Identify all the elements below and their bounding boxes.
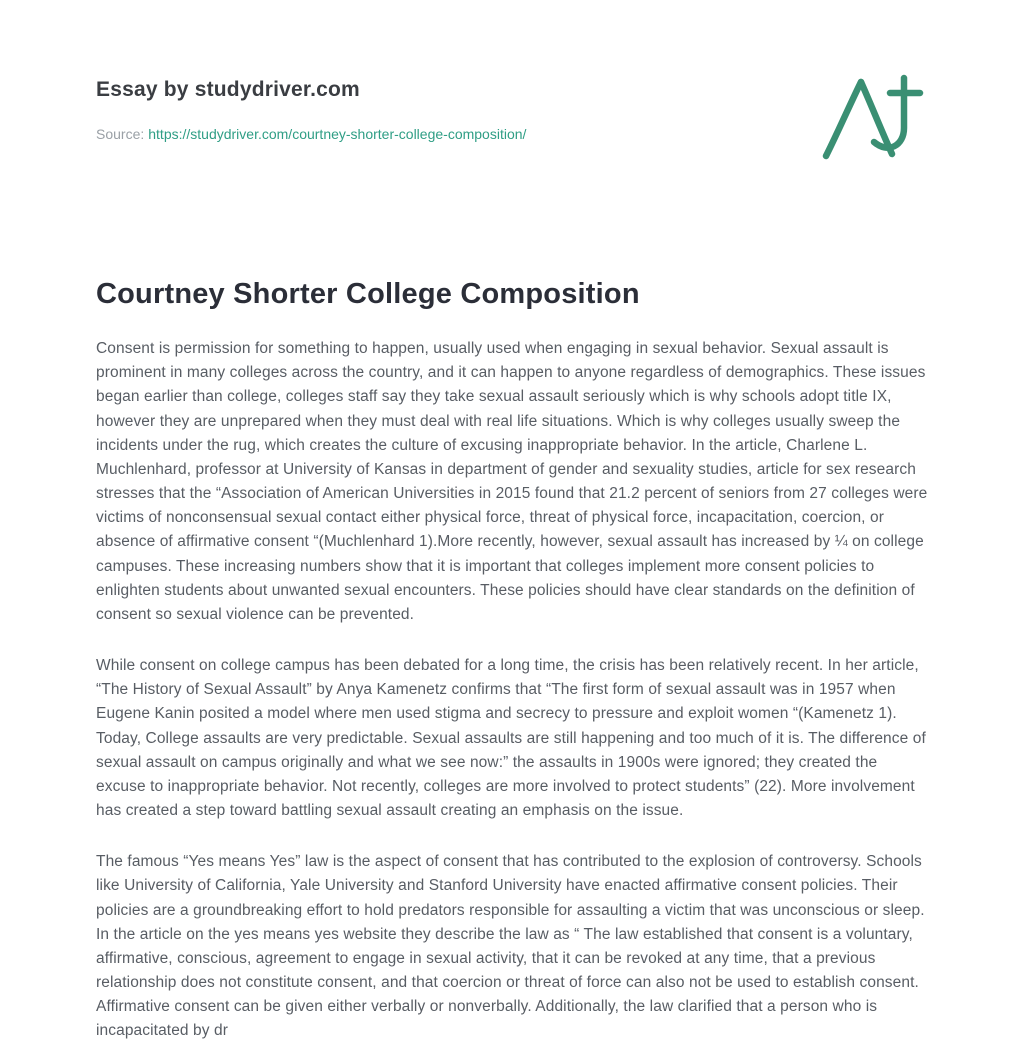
source-line (96, 126, 526, 142)
essay-content (96, 278, 928, 1044)
essay-body (96, 337, 928, 1044)
essay-paragraph-2: While consent on college campus has been debated for a long time, the crisis has been relatively recent. In her article, “The History of Sexual Assault” by Anya Kamenetz confirms that “The first form of sexual assault was in 1957 when Eugene Kanin posited a model where men used stigma and secrecy to pressure and exploit women “(Kamenetz 1). Today, College assaults are very predictable. Sexual assaults are still happening and too much of it is. The difference of sexual assault on campus originally and what we see now:” the assaults in 1900s were ignored; they created the excuse to inappropriate behavior. Not recently, colleges are more involved to protect students” (22). More involvement has created a step toward battling sexual assault creating an emphasis on the issue. (96, 657, 926, 820)
source-label: Source: (96, 126, 145, 142)
studydriver-logo-icon (816, 72, 928, 162)
header-left (96, 78, 526, 142)
source-link[interactable]: https://studydriver.com/courtney-shorter-college-composition/ (148, 126, 527, 142)
site-heading: Essay by studydriver.com (96, 78, 360, 101)
page-header (96, 0, 928, 162)
essay-paragraph-1: Consent is permission for something to happen, usually used when engaging in sexual behavior. Sexual assault is prominent in many colleges across the country, and it can happen to anyone regardless of demographics. These issues began earlier than college, colleges staff say they take sexual assault seriously which is why schools adopt title IX, however they are unprepared when they must deal with real life situations. Which is why colleges usually sweep the incidents under the rug, which creates the culture of excusing inappropriate behavior. In the article, Charlene L. Muchlenhard, professor at University of Kansas in department of gender and sexuality studies, article for sex research stresses that the “Association of American Universities in 2015 found that 21.2 percent of seniors from 27 colleges were victims of nonconsensual sexual contact either physical force, threat of physical force, incapacitation, coercion, or absence of affirmative consent “(Muchlenhard 1).More recently, however, sexual assault has increased by ¼ on college campuses. These increasing numbers show that it is important that colleges implement more consent policies to enlighten students about unwanted sexual encounters. These policies should have clear standards on the definition of consent so sexual violence can be prevented. (96, 340, 928, 623)
essay-paragraph-3: The famous “Yes means Yes” law is the aspect of consent that has contributed to the explosion of controversy. Schools like University of California, Yale University and Stanford University have enacted affirmative consent policies. Their policies are a groundbreaking effort to hold predators responsible for assaulting a victim that was unconscious or sleep. In the article on the yes means yes website they describe the law as “ The law established that consent is a voluntary, affirmative, conscious, agreement to engage in sexual activity, that it can be revoked at any time, that a previous relationship does not constitute consent, and that coercion or threat of force can also not be used to establish consent. Affirmative consent can be given either verbally or nonverbally. Additionally, the law clarified that a person who is incapacitated by dr (96, 853, 925, 1040)
essay-title: Courtney Shorter College Composition (96, 278, 640, 310)
